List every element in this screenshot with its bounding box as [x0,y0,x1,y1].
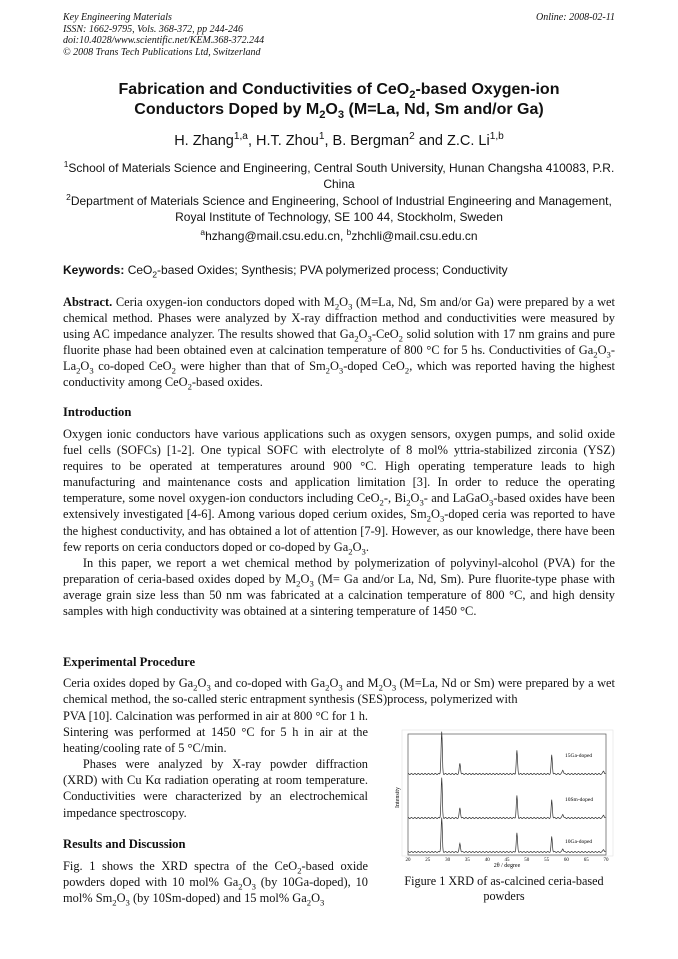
intro-paragraph-1: Oxygen ionic conductors have various applications such as oxygen sensors, oxygen pumps, and solid oxide fuel cells (SOFCs) [1-2]. One typical SOFC with electrolyte of 8 mol% yttria-stabilized zirconia (YSZ) requires to be operated at temperatures around 900 °C. High operating temperature leads to high manufacturing and maintenance costs and application limitation [3]. In order to reduce the operating temperature, some novel oxygen-ion conductors including CeO$_2$-, $Bi_2O_3-$ and LaGaO$_3$-based oxides have been extensively investigated [4-6]. Among various doped cerium oxides, $Sm_2O_3$-doped ceria was reported to have the highest conductivity, and has obtained a lot of attention [7-9]. However, as our knowledge, there have been few reports on ceria conductors doped or co-doped by $Ga_2O_3$. [63,427,616,557]
author-emails: $^a$hzhang@mail.csu.edu.cn, $^b$zhchli@mail.csu.edu.cn [200,227,478,243]
paper-title: Fabrication and Conductivities of CeO$_2$-based Oxygen-ion Conductors Doped by $M_2O_3$ (M=La, Nd, Sm and/or Ga) [118,81,560,122]
series-label-10sm: 10Sm-doped [565,797,594,803]
results-paragraph-1: Fig. 1 shows the XRD spectra of the CeO$_2$-based oxide powders doped with 10 mol% $Ga_2O_3$ (by 10Ga-doped), 10 mol% $Sm_2O_3$ (by 10Sm-doped) and 15 mol% $Ga_2O_3$ [63,859,369,908]
email-a[interactable]: hzhang@mail.csu.edu.cn, [205,229,347,243]
experimental-paragraph-1a: Ceria oxides doped by $Ga_2O_3$ and co-doped with $Ga_2O_3$ and $M_2O_3$ (M=La, Nd or Sm) were prepared by a wet chemical method, the so-called steric entrapment synthesis (SES)process, polymerized with [63,676,615,707]
doi-line: doi:10.4028/www.scientific.net/KEM.368-372.244 [63,35,265,46]
affiliation-2: $^2$Department of Materials Science and Engineering, School of Industrial Engineering and Management, Royal Institute of Technology, SE 100 44, Stockholm, Sweden [66,192,612,224]
x-axis-label: 2θ / degree [493,863,521,869]
experimental-paragraph-2: Phases were analyzed by X-ray powder diffraction (XRD) with Cu Kα radiation operating at room temperature. Conductivities were characterized by an electrochemical impedance spectroscopy. [63,757,368,820]
keywords: Keywords: CeO$_2$-based Oxides; Synthesis; PVA polymerized process; Conductivity [63,263,508,280]
x-tick-label: 60 [563,858,569,863]
x-tick-label: 20 [405,858,411,863]
online-date: Online: 2008-02-11 [536,12,615,23]
xrd-figure [395,728,615,869]
x-tick-label: 35 [464,858,470,863]
intro-paragraph-2: In this paper, we report a wet chemical method by polymerization of polyvinyl-alcohol (PVA) for the preparation of ceria-based oxides doped by $M_2O_3$ (M= Ga and/or La, Nd, Sm). Pure fluorite-type phase with average grain size less than 50 nm was fabricated at a calcination temperature of 800 °C, and high density samples with high conductivity was obtained at a sintering temperature of 1450 °C. [63,555,615,619]
heading-experimental: Experimental Procedure [63,655,196,669]
series-label-15ga: 15Ga-doped [565,753,593,759]
y-axis-label: Intensity [395,787,401,808]
heading-results: Results and Discussion [63,837,186,851]
copyright-line: © 2008 Trans Tech Publications Ltd, Switzerland [63,46,261,58]
issn-line: ISSN: 1662-9795, Vols. 368-372, pp 244-246 [63,23,243,35]
series-label-10ga: 10Ga-doped [565,839,593,845]
journal-header [63,12,615,58]
x-tick-label: 65 [583,858,589,863]
x-tick-label: 50 [524,858,530,863]
x-tick-label: 45 [504,858,510,863]
abstract: Abstract. Ceria oxygen-ion conductors doped with $M_2O_3$ (M=La, Nd, Sm and/or Ga) were prepared by a wet chemical method. Phases were analyzed by X-ray diffraction method and conductivities were measured by using AC impedance analyzer. The results showed that $Ga_2O_3-CeO_2$ solid solution with 17 nm grains and pure fluorite phase had been obtained even at calcination temperature of 800 °C for 5 hs. Conductivities of $Ga_2O_3-La_2O_3$ co-doped CeO$_2$ were higher than that of $Sm_2O_3$-doped CeO$_2$, which was reported having the highest conductivity among CeO$_2$-based oxides. [63,295,615,392]
experimental-paragraph-1b: PVA [10]. Calcination was performed in air at 800 °C for 1 h. Sintering was performed at 1450 °C for 5 h in air at the heating/cooling rate of 5 °C/min. Phases were analyzed by X-ray powder diffraction (XRD) with Cu Kα radiation operating at room temperature. Conductivities were characterized by an electrochemical impedance spectroscopy. [63,709,368,820]
x-tick-label: 40 [484,858,490,863]
x-tick-label: 70 [603,858,609,863]
affiliation-1: $^1$School of Materials Science and Engineering, Central South University, Hunan Changsha 410083, P.R. China [63,159,615,191]
author-list: H. Zhang$^{1,a}$, H.T. Zhou$^1$, B. Bergman$^2$ and Z.C. Li$^{1,b}$ [174,131,504,149]
email-b[interactable]: zhchli@mail.csu.edu.cn [351,229,478,243]
journal-name: Key Engineering Materials [63,12,172,23]
heading-introduction: Introduction [63,405,132,419]
x-tick-label: 25 [425,858,431,863]
intro-text [63,426,615,619]
x-tick-label: 55 [544,858,550,863]
figure-caption: Figure 1 XRD of as-calcined ceria-based powders [404,874,604,903]
x-tick-label: 30 [445,858,451,863]
